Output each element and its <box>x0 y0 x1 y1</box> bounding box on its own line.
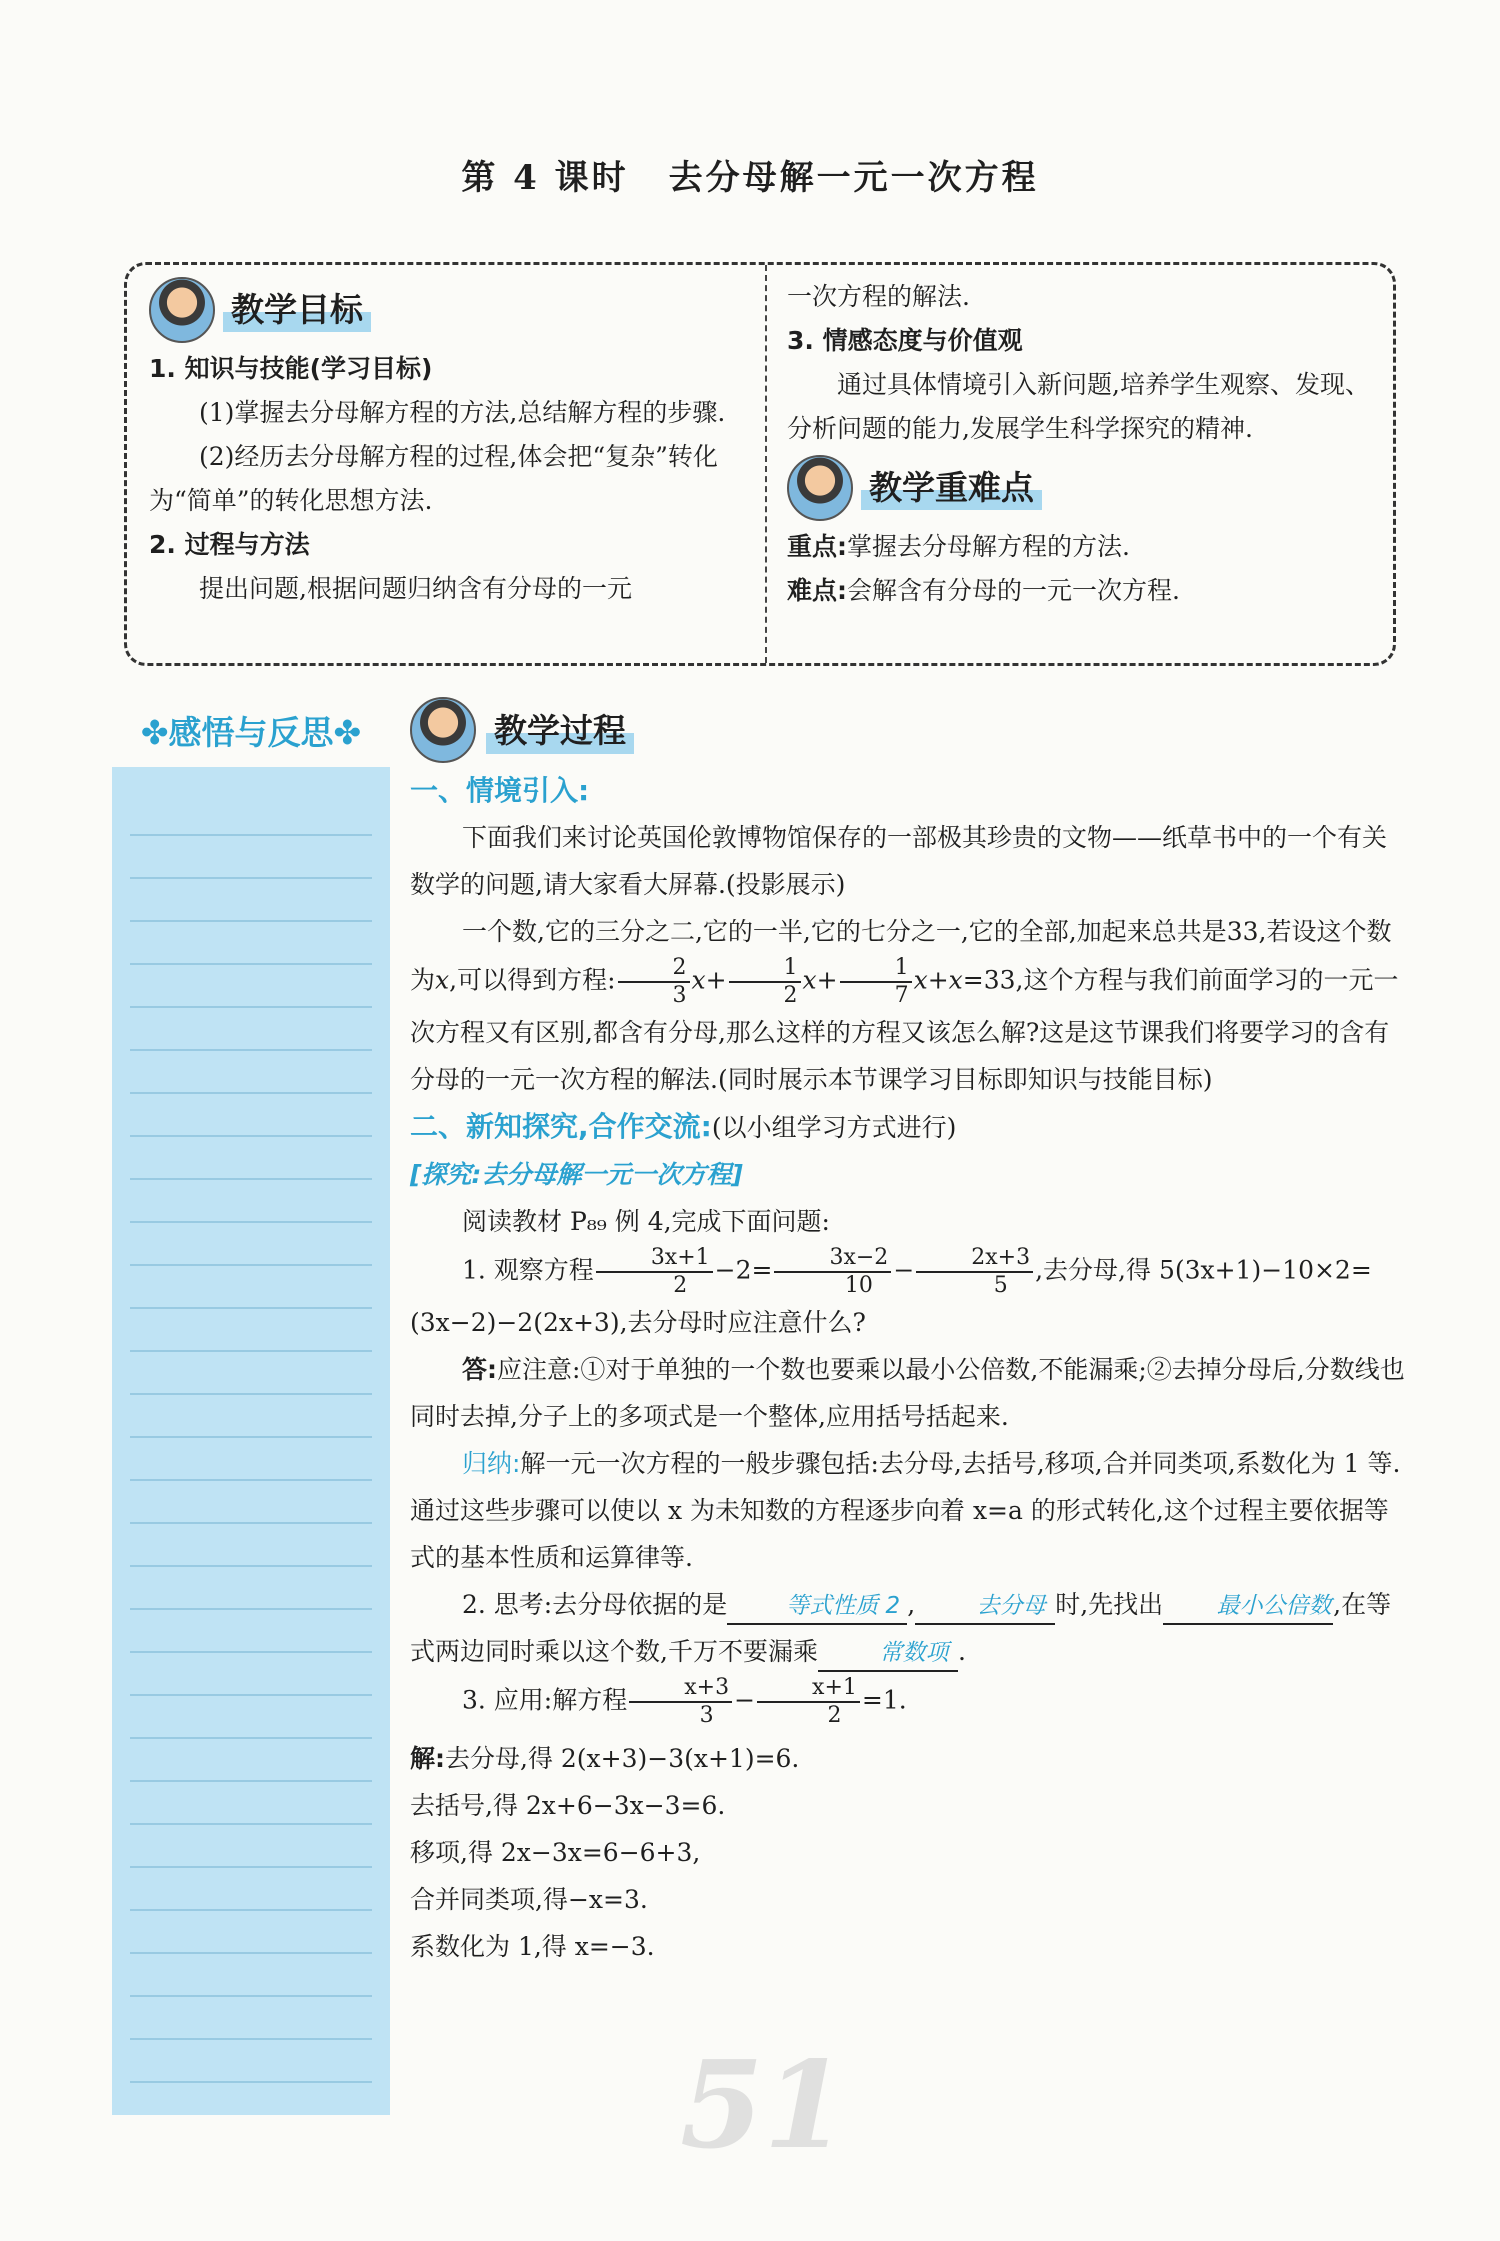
answer-blank-2: 去分母 <box>915 1589 1055 1625</box>
objectives-box <box>124 262 1396 666</box>
fraction-d: $\frac{x+3}{3}$ <box>629 1675 732 1729</box>
solution-step-1: 解:去分母,得 2(x+3)−3(x+1)=6. <box>410 1744 800 1773</box>
question-2: 2. 思考:去分母依据的是 等式性质 2 , 去分母 时,先找出 最小公倍数,在等式两边同时乘以这个数,千万不要漏乘 常数项 . <box>410 1581 1410 1675</box>
process-heading: 2. 过程与方法 <box>149 530 310 559</box>
fraction-b: $\frac{3x-2}{10}$ <box>774 1245 891 1299</box>
fraction-1-2: $\frac{1}{2}$ <box>729 955 801 1009</box>
question-1: 1. 观察方程 $\frac{3x+1}{2}$ −2= $\frac{3x-2}{10}$ − $\frac{2x+3}{5}$ ,去分母,得 5(3x+1)−10×2=(3x−2)−2(2x+3),去分母时应注意什么? <box>410 1245 1372 1337</box>
teaching-process <box>410 693 1410 1970</box>
box-divider <box>765 265 767 663</box>
question-3: 3. 应用:解方程 $\frac{x+3}{3}$ − $\frac{x+1}{2}$ =1. <box>462 1675 907 1728</box>
knowledge-item-2: (2)经历去分母解方程的过程,体会把“复杂”转化为“简单”的转化思想方法. <box>149 442 718 515</box>
fraction-c: $\frac{2x+3}{5}$ <box>916 1245 1033 1299</box>
intro-paragraph-2: 一个数,它的三分之二,它的一半,它的七分之一,它的全部,加起来总共是33,若设这个数为x,可以得到方程: $\frac{2}{3}$ x+ $\frac{1}{2}$ x+ $\frac{1}{7}$ x+x=33,这个方程与我们前面学习的一元一次方程又有区别,都含有分母,那么这样的方程又该怎么解?这是这节课我们将要学习的含有分母的一元一次方程的解法.(同时展示本节课学习目标即知识与技能目标) <box>410 917 1399 1094</box>
objectives-left-column <box>149 273 749 611</box>
section-2-title: 二、新知探究,合作交流:(以小组学习方式进行) <box>410 1110 957 1143</box>
answer-blank-4: 常数项 <box>818 1636 958 1672</box>
explore-label: [探究:去分母解一元一次方程] <box>410 1160 743 1189</box>
fraction-1-7: $\frac{1}{7}$ <box>840 955 912 1009</box>
thinking-boy-icon <box>787 455 853 521</box>
read-instruction: 阅读教材 P₈₉ 例 4,完成下面问题: <box>462 1207 830 1236</box>
fraction-a: $\frac{3x+1}{2}$ <box>596 1245 713 1299</box>
page-number: 51 <box>680 2035 847 2176</box>
objectives-right-column <box>787 275 1377 613</box>
process-text-a: 提出问题,根据问题归纳含有分母的一元 <box>199 574 632 603</box>
reflection-sidebar <box>112 693 390 2115</box>
reading-boy-icon <box>149 277 215 343</box>
answer-blank-1: 等式性质 2 <box>727 1589 907 1625</box>
knowledge-heading: 1. 知识与技能(学习目标) <box>149 354 433 383</box>
difficult-point: 难点:会解含有分母的一元一次方程. <box>787 576 1180 605</box>
sidebar-writing-lines <box>130 793 372 2105</box>
answer-1: 答:应注意:①对于单独的一个数也要乘以最小公倍数,不能漏乘;②去掉分母后,分数线也同时去掉,分子上的多项式是一个整体,应用括号括起来. <box>410 1355 1405 1431</box>
keypoints-header: 教学重难点 <box>787 451 1377 525</box>
solution-step-2: 去括号,得 2x+6−3x−3=6. <box>410 1791 726 1820</box>
solution-step-5: 系数化为 1,得 x=−3. <box>410 1932 655 1961</box>
intro-paragraph-1: 下面我们来讨论英国伦敦博物馆保存的一部极其珍贵的文物——纸草书中的一个有关数学的问题,请大家看大屏幕.(投影展示) <box>410 823 1388 899</box>
fraction-2-3: $\frac{2}{3}$ <box>618 955 690 1009</box>
answer-blank-3: 最小公倍数 <box>1163 1589 1333 1625</box>
section-1-title: 一、情境引入: <box>410 774 590 807</box>
process-header: 教学过程 <box>410 693 1410 767</box>
key-point: 重点:掌握去分母解方程的方法. <box>787 532 1130 561</box>
emotion-text: 通过具体情境引入新问题,培养学生观察、发现、分析问题的能力,发展学生科学探究的精神. <box>787 370 1370 443</box>
emotion-heading: 3. 情感态度与价值观 <box>787 326 1023 355</box>
objectives-header: 教学目标 <box>149 273 749 347</box>
process-text-b: 一次方程的解法. <box>787 282 970 311</box>
knowledge-item-1: (1)掌握去分母解方程的方法,总结解方程的步骤. <box>199 398 726 427</box>
summary: 归纳:解一元一次方程的一般步骤包括:去分母,去括号,移项,合并同类项,系数化为 1 等.通过这些步骤可以使以 x 为未知数的方程逐步向着 x=a 的形式转化,这个过程主要依据等式的基本性质和运算律等. <box>410 1449 1401 1572</box>
fraction-e: $\frac{x+1}{2}$ <box>757 1675 860 1729</box>
sidebar-title: ✤感悟与反思✤ <box>112 693 390 767</box>
solution-step-3: 移项,得 2x−3x=6−6+3, <box>410 1838 701 1867</box>
running-boy-icon <box>410 697 476 763</box>
page-title: 第 4 课时 去分母解一元一次方程 <box>461 158 1039 198</box>
solution-step-4: 合并同类项,得−x=3. <box>410 1885 648 1914</box>
